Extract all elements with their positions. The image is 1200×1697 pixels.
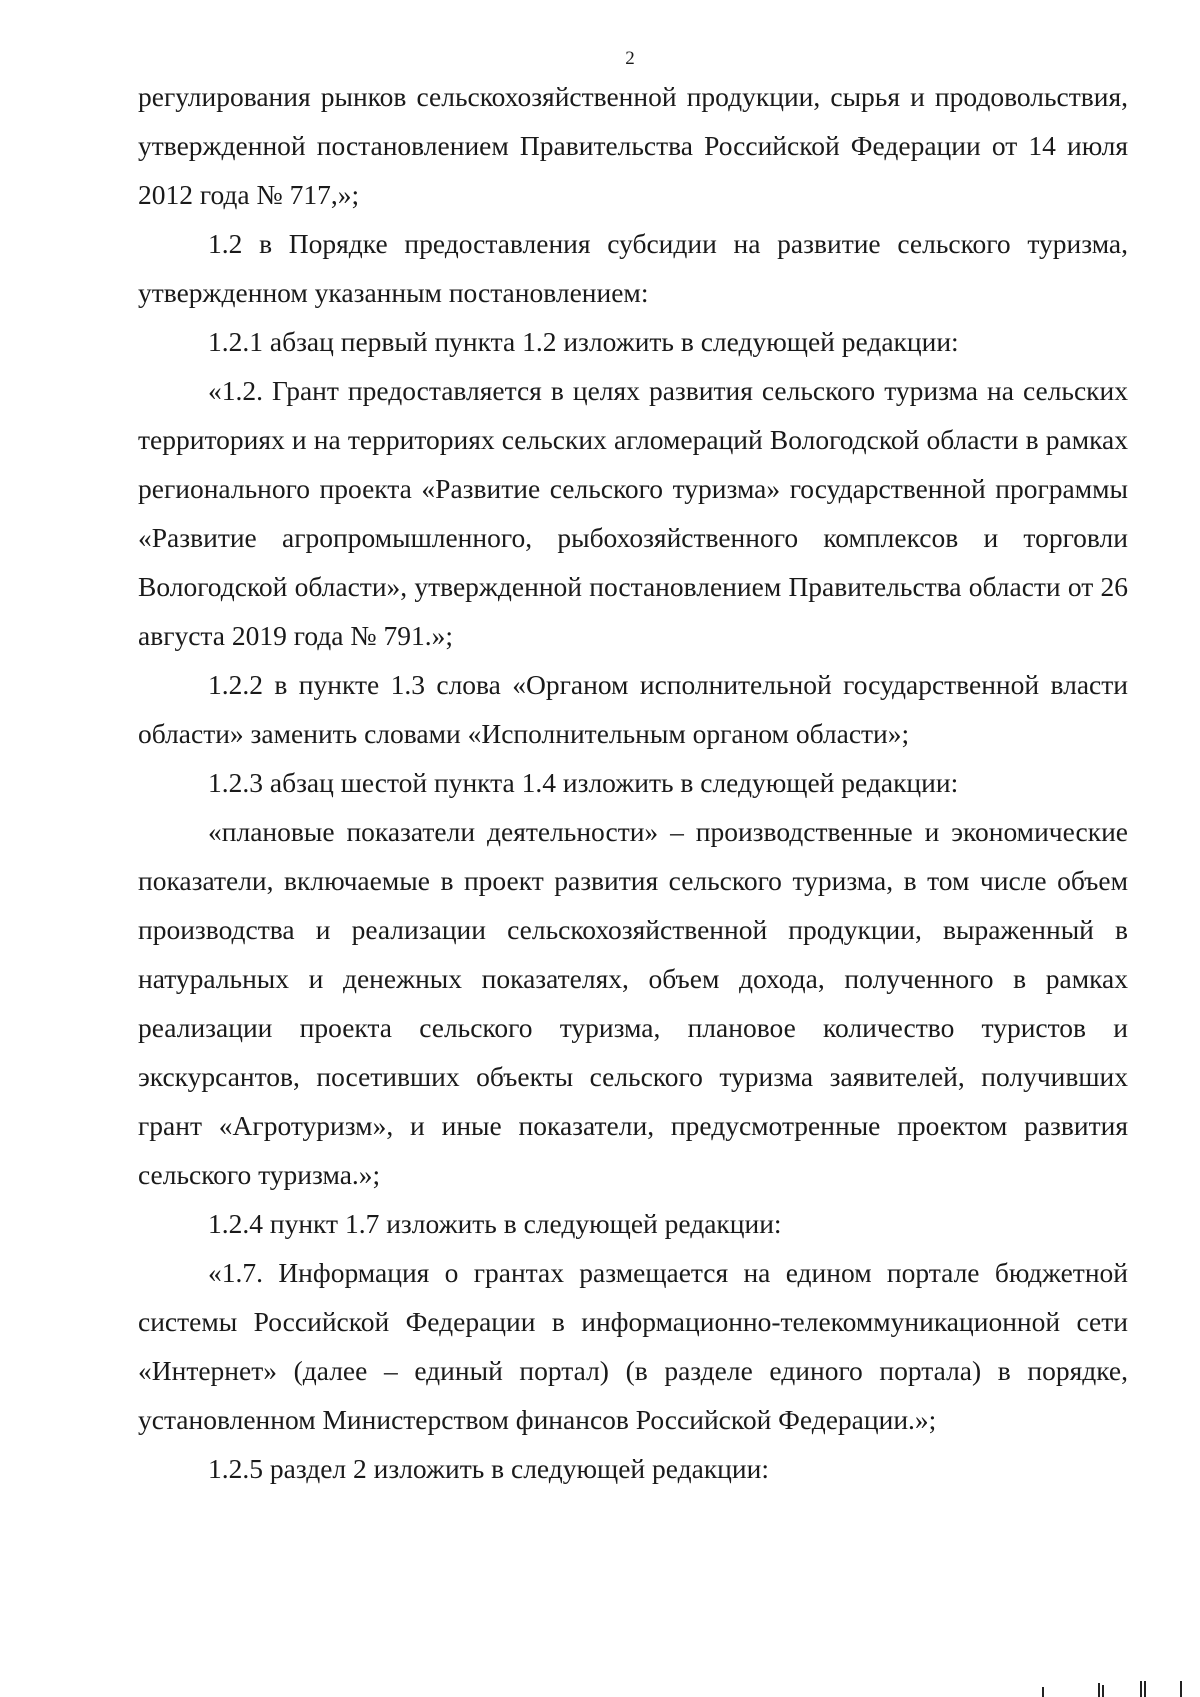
paragraph-1-2-4: 1.2.4 пункт 1.7 изложить в следующей редакции: bbox=[208, 1208, 782, 1239]
paragraph-continuation: регулирования рынков сельскохозяйственной продукции, сырья и продовольствия, утвержденной постановлением Правительства Российской Федерации от 14 июля 2012 года № 717,»; bbox=[138, 81, 1128, 210]
page-number: 2 bbox=[625, 48, 635, 69]
paragraph-quote-1-2: «1.2. Грант предоставляется в целях развития сельского туризма на сельских территориях и на территориях сельских агломераций Вологодской области в рамках регионального проекта «Развитие сельского туризма» государственной программы «Развитие агропромышленного, рыбохозяйственного комплексов и торговли Вологодской области», утвержденной постановлением Правительства области от 26 августа 2019 года № 791.»; bbox=[138, 375, 1128, 651]
document-body bbox=[138, 72, 1128, 1493]
scan-mark bbox=[1144, 1681, 1146, 1697]
paragraph-1-2-5: 1.2.5 раздел 2 изложить в следующей редакции: bbox=[208, 1453, 769, 1484]
scan-mark bbox=[1098, 1683, 1100, 1697]
paragraph-1-2: 1.2 в Порядке предоставления субсидии на развитие сельского туризма, утвержденном указанным постановлением: bbox=[138, 228, 1128, 308]
scan-mark bbox=[1180, 1681, 1182, 1697]
scan-mark bbox=[1042, 1687, 1044, 1697]
paragraph-quote-planned-indicators: «плановые показатели деятельности» – производственные и экономические показатели, включаемые в проект развития сельского туризма, в том числе объем производства и реализации сельскохозяйственной продукции, выраженный в натуральных и денежных показателях, объем дохода, полученного в рамках реализации проекта сельского туризма, плановое количество туристов и экскурсантов, посетивших объекты сельского туризма заявителей, получивших грант «Агротуризм», и иные показатели, предусмотренные проектом развития сельского туризма.»; bbox=[138, 816, 1128, 1190]
scan-edge-marks bbox=[1036, 1681, 1186, 1697]
paragraph-1-2-2: 1.2.2 в пункте 1.3 слова «Органом исполнительной государственной власти области» заменить словами «Исполнительным органом области»; bbox=[138, 669, 1128, 749]
paragraph-1-2-1: 1.2.1 абзац первый пункта 1.2 изложить в следующей редакции: bbox=[208, 326, 959, 357]
scan-mark bbox=[1102, 1685, 1104, 1697]
scan-mark bbox=[1140, 1681, 1142, 1697]
paragraph-quote-1-7: «1.7. Информация о грантах размещается на едином портале бюджетной системы Российской Федерации в информационно-телекоммуникационной сети «Интернет» (далее – единый портал) (в разделе единого портала) в порядке, установленном Министерством финансов Российской Федерации.»; bbox=[138, 1257, 1128, 1435]
paragraph-1-2-3: 1.2.3 абзац шестой пункта 1.4 изложить в следующей редакции: bbox=[208, 767, 959, 798]
